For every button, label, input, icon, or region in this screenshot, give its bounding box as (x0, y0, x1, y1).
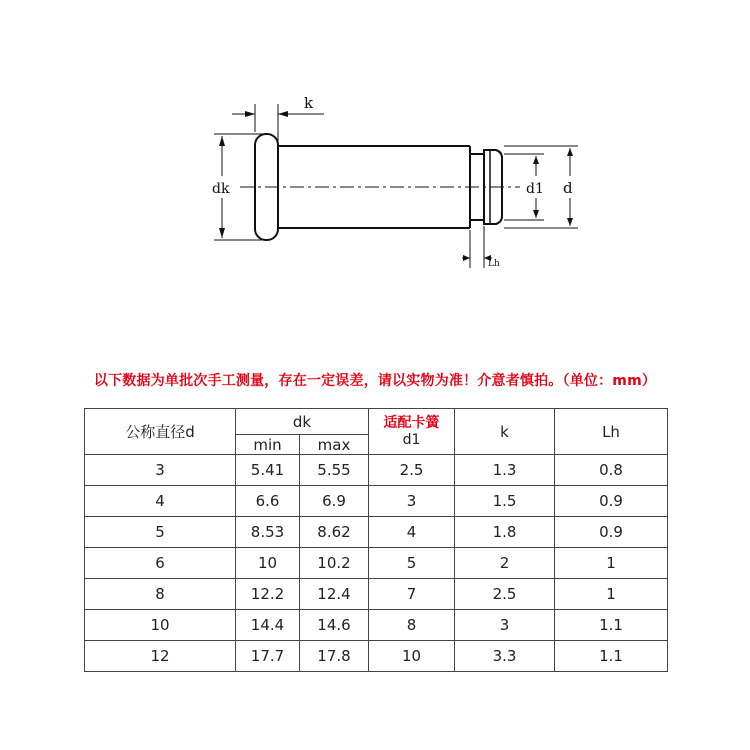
cell-d: 12 (85, 641, 236, 672)
cell-k: 3.3 (455, 641, 555, 672)
label-d: d (563, 179, 573, 197)
label-d1: d1 (526, 181, 544, 197)
cell-d: 3 (85, 455, 236, 486)
cell-dk-max: 5.55 (300, 455, 369, 486)
cell-dk-max: 10.2 (300, 548, 369, 579)
cell-lh: 0.8 (555, 455, 668, 486)
cell-dk-max: 12.4 (300, 579, 369, 610)
header-dk-min: min (236, 435, 300, 455)
cell-k: 1.8 (455, 517, 555, 548)
cell-k: 2 (455, 548, 555, 579)
header-d1 (369, 409, 455, 455)
cell-d1: 7 (369, 579, 455, 610)
cell-dk-min: 14.4 (236, 610, 300, 641)
label-lh: Lh (488, 259, 500, 269)
table-row (85, 641, 668, 672)
cell-dk-min: 8.53 (236, 517, 300, 548)
cell-d: 6 (85, 548, 236, 579)
cell-lh: 0.9 (555, 517, 668, 548)
cell-d: 8 (85, 579, 236, 610)
cell-d1: 3 (369, 486, 455, 517)
cell-lh: 0.9 (555, 486, 668, 517)
header-lh: Lh (555, 409, 668, 455)
table-row (85, 455, 668, 486)
cell-d1: 5 (369, 548, 455, 579)
measurement-notice: 以下数据为单批次手工测量，存在一定误差，请以实物为准！介意者慎拍。（单位：mm） (93, 373, 657, 389)
cell-dk-min: 12.2 (236, 579, 300, 610)
table-row (85, 548, 668, 579)
cell-dk-min: 17.7 (236, 641, 300, 672)
cell-k: 1.5 (455, 486, 555, 517)
header-nominal-diameter: 公称直径d (85, 409, 236, 455)
header-clip-note: 适配卡簧 (383, 414, 440, 431)
cell-dk-max: 17.8 (300, 641, 369, 672)
header-dk-max: max (300, 435, 369, 455)
cell-dk-min: 10 (236, 548, 300, 579)
cell-d1: 4 (369, 517, 455, 548)
cell-k: 3 (455, 610, 555, 641)
cell-d1: 8 (369, 610, 455, 641)
header-d1-label: d1 (402, 431, 421, 448)
cell-lh: 1 (555, 579, 668, 610)
table-row (85, 486, 668, 517)
cell-d: 5 (85, 517, 236, 548)
cell-dk-min: 6.6 (236, 486, 300, 517)
cell-lh: 1 (555, 548, 668, 579)
cell-dk-max: 8.62 (300, 517, 369, 548)
cell-lh: 1.1 (555, 641, 668, 672)
cell-k: 2.5 (455, 579, 555, 610)
cell-dk-min: 5.41 (236, 455, 300, 486)
cell-d1: 2.5 (369, 455, 455, 486)
table-row (85, 610, 668, 641)
cell-k: 1.3 (455, 455, 555, 486)
label-dk: dk (212, 181, 230, 197)
cell-d1: 10 (369, 641, 455, 672)
cell-lh: 1.1 (555, 610, 668, 641)
header-dk: dk (236, 409, 369, 435)
table-row (85, 579, 668, 610)
label-k: k (304, 94, 314, 112)
pin-dimension-drawing (0, 0, 750, 300)
cell-d: 4 (85, 486, 236, 517)
header-k: k (455, 409, 555, 455)
cell-dk-max: 14.6 (300, 610, 369, 641)
cell-dk-max: 6.9 (300, 486, 369, 517)
table-row (85, 517, 668, 548)
cell-d: 10 (85, 610, 236, 641)
spec-table (84, 408, 668, 672)
